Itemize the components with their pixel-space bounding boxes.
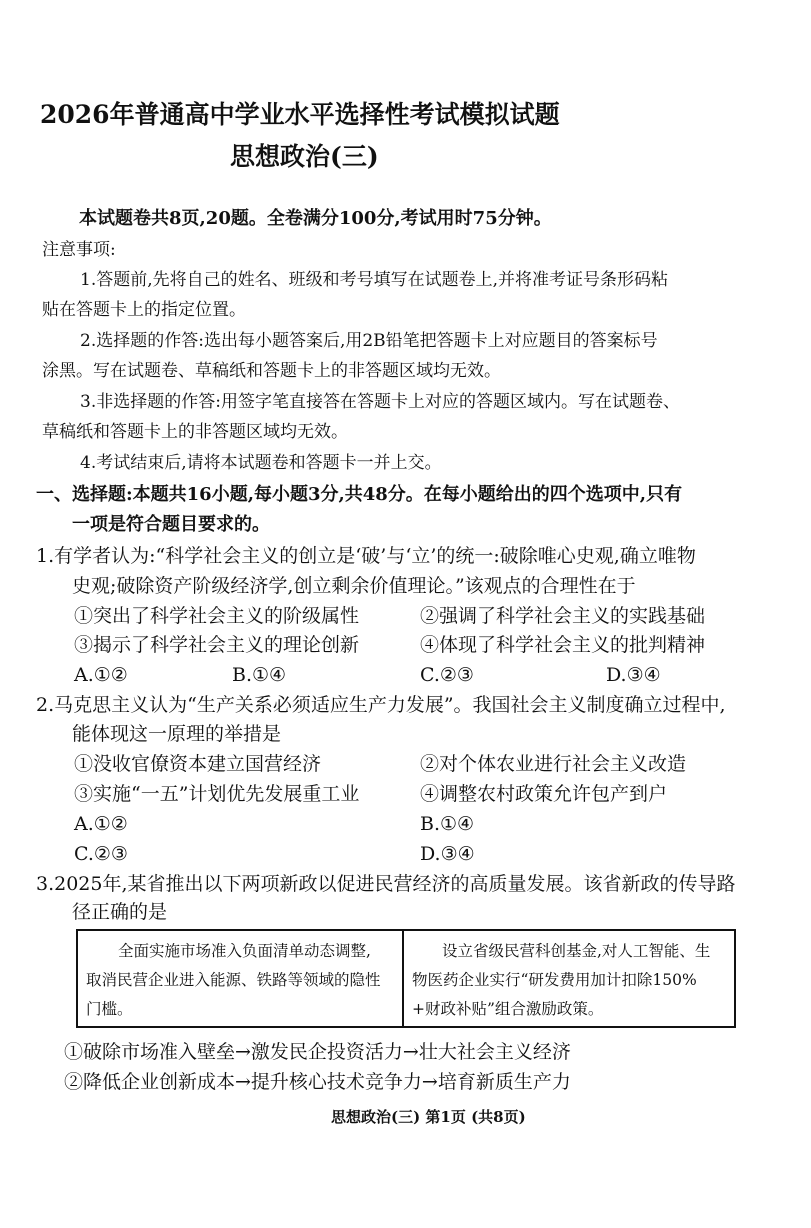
notice-item: 贴在答题卡上的指定位置。 <box>42 300 246 320</box>
exam-title: 2026年普通高中学业水平选择性考试模拟试题 <box>40 100 560 129</box>
question-stem: 1.有学者认为:“科学社会主义的创立是‘破’与‘立’的统一:破除唯心史观,确立唯物 <box>36 545 696 567</box>
notice-item: 2.选择题的作答:选出每小题答案后,用2B铅笔把答题卡上对应题目的答案标号 <box>80 331 658 351</box>
section-heading: 一项是符合题目要求的。 <box>72 514 270 535</box>
notice-item: 4.考试结束后,请将本试题卷和答题卡一并上交。 <box>80 453 442 473</box>
policy-table <box>76 929 736 1028</box>
answer-choice: D.③④ <box>606 664 661 686</box>
option-statement: ②强调了科学社会主义的实践基础 <box>420 605 706 627</box>
option-statement: ①破除市场准入壁垒→激发民企投资活力→壮大社会主义经济 <box>64 1041 571 1063</box>
option-statement: ②降低企业创新成本→提升核心技术竞争力→培育新质生产力 <box>64 1071 571 1093</box>
notice-item: 草稿纸和答题卡上的非答题区域均无效。 <box>42 422 348 442</box>
page-footer: 思想政治(三) 第1页 (共8页) <box>331 1108 526 1126</box>
policy-cell-right: 设立省级民营科创基金,对人工智能、生 <box>442 942 711 960</box>
question-stem: 能体现这一原理的举措是 <box>72 723 282 745</box>
option-statement: ④调整农村政策允许包产到户 <box>420 783 668 805</box>
answer-choice: B.①④ <box>420 813 475 835</box>
notice-item: 涂黑。写在试题卷、草稿纸和答题卡上的非答题区域均无效。 <box>42 361 501 381</box>
answer-choice: C.②③ <box>74 843 128 865</box>
notice-item: 3.非选择题的作答:用签字笔直接答在答题卡上对应的答题区域内。写在试题卷、 <box>80 392 680 412</box>
exam-intro: 本试题卷共8页,20题。全卷满分100分,考试用时75分钟。 <box>79 208 552 229</box>
policy-cell-left: 门槛。 <box>86 1000 133 1018</box>
policy-cell-left: 取消民营企业进入能源、铁路等领域的隐性 <box>86 971 381 989</box>
section-heading: 一、选择题:本题共16小题,每小题3分,共48分。在每小题给出的四个选项中,只有 <box>36 484 683 505</box>
policy-cell-left: 全面实施市场准入负面清单动态调整, <box>118 942 371 960</box>
question-stem: 史观;破除资产阶级经济学,创立剩余价值理论。”该观点的合理性在于 <box>72 575 636 597</box>
option-statement: ③实施“一五”计划优先发展重工业 <box>74 783 360 805</box>
option-statement: ④体现了科学社会主义的批判精神 <box>420 634 706 656</box>
subject-title: 思想政治(三) <box>230 142 379 171</box>
question-stem: 径正确的是 <box>72 901 168 923</box>
table-divider <box>402 931 404 1026</box>
question-stem: 3.2025年,某省推出以下两项新政以促进民营经济的高质量发展。该省新政的传导路 <box>36 873 736 895</box>
notice-heading: 注意事项: <box>42 240 116 260</box>
answer-choice: A.①② <box>74 664 128 686</box>
answer-choice: B.①④ <box>232 664 287 686</box>
answer-choice: A.①② <box>74 813 128 835</box>
option-statement: ①没收官僚资本建立国营经济 <box>74 753 322 775</box>
answer-choice: C.②③ <box>420 664 474 686</box>
question-stem: 2.马克思主义认为“生产关系必须适应生产力发展”。我国社会主义制度确立过程中, <box>36 694 726 716</box>
option-statement: ①突出了科学社会主义的阶级属性 <box>74 605 360 627</box>
option-statement: ②对个体农业进行社会主义改造 <box>420 753 687 775</box>
policy-cell-right: 物医药企业实行“研发费用加计扣除150% <box>412 971 697 989</box>
notice-item: 1.答题前,先将自己的姓名、班级和考号填写在试题卷上,并将准考证号条形码粘 <box>80 270 669 290</box>
policy-cell-right: +财政补贴”组合激励政策。 <box>412 1000 604 1018</box>
option-statement: ③揭示了科学社会主义的理论创新 <box>74 634 360 656</box>
answer-choice: D.③④ <box>420 843 475 865</box>
